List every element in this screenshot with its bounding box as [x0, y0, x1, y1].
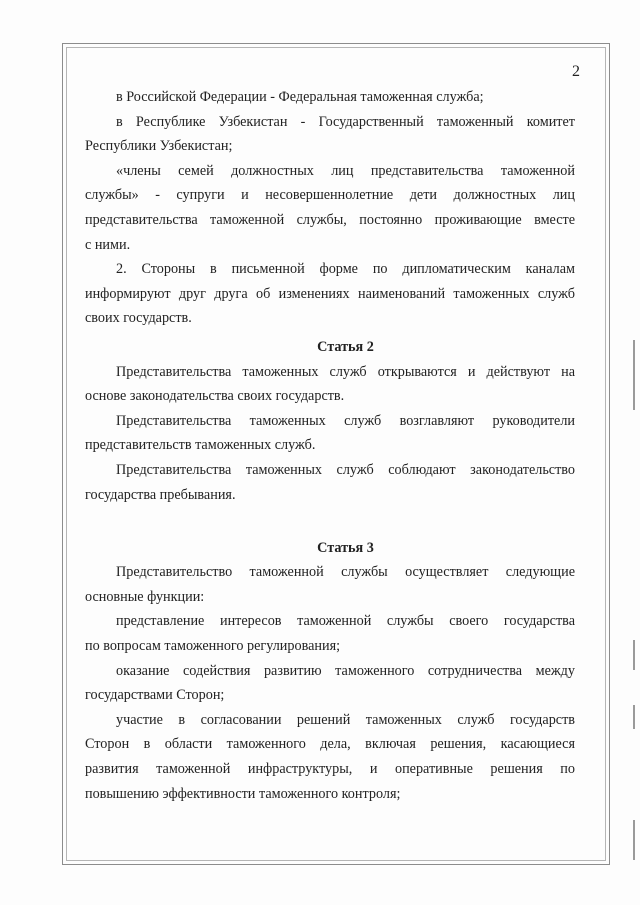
- text-line: государства пребывания.: [85, 486, 236, 503]
- text-line: в Российской Федерации - Федеральная таможенная служба;: [116, 89, 484, 105]
- text-line: Представительства таможенных служб открываются и действуют на: [116, 363, 575, 380]
- text-line: своих государств.: [85, 310, 192, 327]
- article3-body: [85, 560, 575, 806]
- text-line: основе законодательства своих государств.: [85, 388, 345, 405]
- article-2-heading: Статья 2: [317, 338, 374, 355]
- text-line: представление интересов таможенной службы своего государства: [116, 613, 575, 630]
- text-line: Республики Узбекистан;: [85, 138, 233, 155]
- text-line: развития таможенной инфраструктуры, и оперативные решения по: [85, 761, 575, 778]
- article2-body: [85, 360, 575, 508]
- text-line: 2. Стороны в письменной форме по дипломатическим каналам: [116, 261, 575, 278]
- text-line: информируют друг друга об изменениях наименований таможенных служб: [85, 285, 575, 302]
- scan-edge-mark: [633, 340, 635, 410]
- text-line: основные функции:: [85, 588, 205, 605]
- text-line: в Республике Узбекистан - Государственный таможенный комитет: [116, 113, 575, 130]
- scan-edge-mark: [633, 705, 635, 729]
- text-line: повышению эффективности таможенного контроля;: [85, 785, 401, 802]
- text-line: оказание содействия развитию таможенного сотрудничества между: [116, 662, 575, 679]
- text-line: Представительства таможенных служб возглавляют руководители: [116, 412, 575, 429]
- text-line: Сторон в области таможенного дела, включая решения, касающиеся: [85, 736, 575, 753]
- scan-edge-mark: [633, 640, 635, 670]
- page-number: 2: [572, 63, 580, 80]
- text-line: участие в согласовании решений таможенных служб государств: [116, 711, 575, 728]
- text-line: Представительство таможенной службы осуществляет следующие: [116, 564, 575, 581]
- text-line: с ними.: [85, 236, 131, 253]
- text-line: службы» - супруги и несовершеннолетние дети должностных лиц: [85, 187, 575, 204]
- article-3-heading: Статья 3: [317, 539, 374, 556]
- text-line: представительств таможенных служб.: [85, 437, 316, 454]
- text-line: Представительства таможенных служб соблюдают законодательство: [116, 461, 575, 478]
- scan-edge-mark: [633, 820, 635, 860]
- document-body: [85, 85, 575, 806]
- article1-continuation: [85, 85, 575, 331]
- text-line: по вопросам таможенного регулирования;: [85, 638, 341, 655]
- text-line: государствами Сторон;: [85, 687, 225, 704]
- text-line: «члены семей должностных лиц представительства таможенной: [116, 162, 575, 179]
- text-line: представительства таможенной службы, постоянно проживающие вместе: [85, 211, 575, 228]
